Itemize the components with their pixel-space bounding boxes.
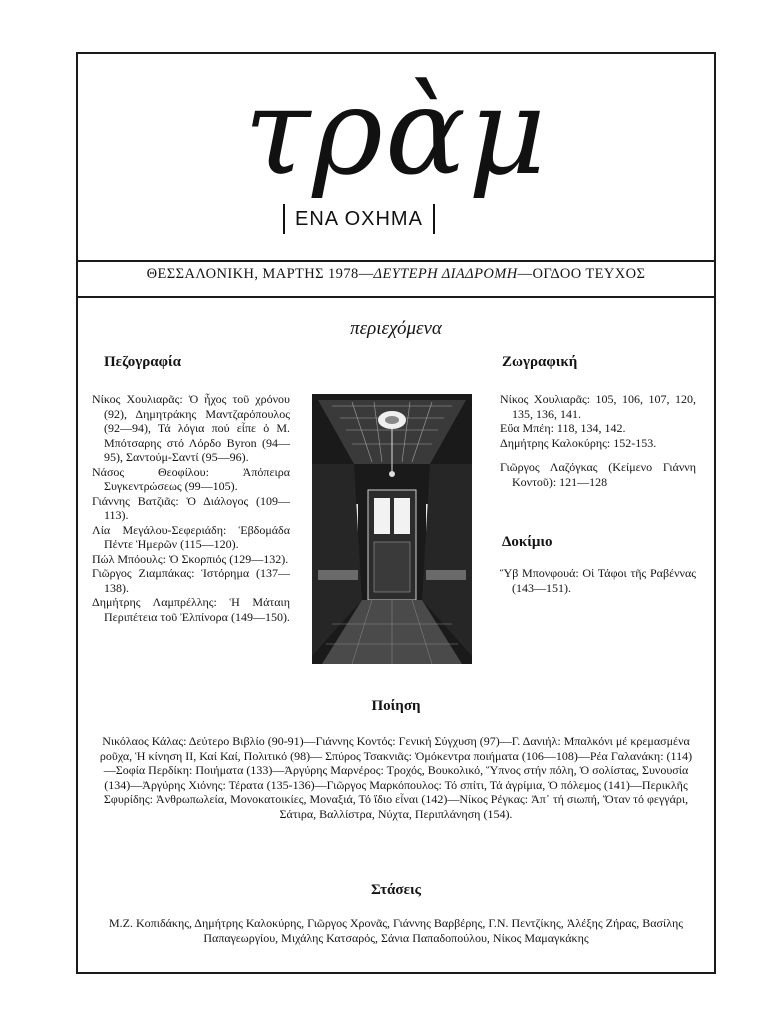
essay-entry: Ὕβ Μπονφουά: Οἱ Τάφοι τῆς Ραβέννας (143—151). [500,566,696,595]
issue-route: ΔΕΥΤΕΡΗ ΔΙΑΔΡΟΜΗ [373,266,518,282]
tram-interior-image [312,394,472,664]
bottom-rule [78,296,714,298]
painting-entry: Δημήτρης Καλοκύρης: 152-153. [500,435,657,450]
essay-heading: Δοκίμιο [502,534,553,550]
top-rule [78,260,714,262]
painting-list [500,392,696,489]
poetry-text: Νικόλαος Κάλας: Δεύτερο Βιβλίο (90-91)—Γιάννης Κοντός: Γενική Σύγχυση (97)—Γ. Δανιήλ: Μπαλκόνι μέ κρεμασμένα ροῦχα, Ἡ κίνηση ΙΙ, Καί Καί, Πολιτικό (98)— Σπύρος Τσακνιᾶς: Ὁμόκεντρα ποιήματα (106—108)—Ρέα Γαλανάκη: (114)—Σοφία Περδίκη: Ποιήματα (133)—Ἀργύρης Μαρνέρος: Τροχός, Βουκολικό, Ὕπνος στήν πόλη, Ὁ σολίστας, Συνουσία (134)—Ἀργύρης Χιόνης: Τέρατα (135-136)—Γιῶργος Μαρκόπουλος: Τό σπίτι, Τά ἀγρίμια, Ὁ πόλεμος (141)—Περικλῆς Σφυρίδης: Ἀνθρωπωλεία, Μονοκατοικίες, Μοναξιά, Τό ἴδιο εἶναι (142)—Νίκος Ρέγκας: Ἀπ᾽ τή σιωπή, Ὅταν τό φεγγάρι, Σάτιρα, Βαλλίστρα, Νύχτα, Περιπλάνηση (154). [99,734,693,821]
magazine-title: τρὰμ [244,63,548,202]
issue-line [78,266,714,283]
painting-entry: Εὔα Μπέη: 118, 134, 142. [500,421,626,435]
poetry-heading: Ποίηση [371,698,421,714]
essay-list [500,566,696,595]
prose-heading: Πεζογραφία [104,354,182,370]
painting-heading: Ζωγραφική [502,354,578,370]
prose-entry: Γιάννης Βατζιᾶς: Ὁ Διάλογος (109—113). [92,493,290,522]
issue-place-date: ΘΕΣΣΑΛΟΝΙΚΗ, ΜΑΡΤΗΣ 1978— [146,266,374,282]
prose-list [92,392,290,624]
prose-entry: Νίκος Χουλιαρᾶς: Ὁ ἦχος τοῦ χρόνου (92), Δημητράκης Μαντζαρόπουλος (92—94), Τά λόγια πού εἶπε ὁ Μ. Μπότσαρης στό Λόρδο Byron (94—95), Σαντούμ-Σαντί (95—96). [92,392,290,464]
magazine-subtitle: ΕΝΑ ΟΧΗΜΑ [283,204,435,234]
contents-heading: περιεχόμενα [350,318,442,339]
prose-entry: Γιῶργος Ζιαμπάκας: Ἱστόρημα (137—138). [92,566,290,595]
prose-entry: Νάσος Θεοφίλου: Ἀπόπειρα Συγκεντρώσεως (99—105). [92,464,290,493]
stations-heading: Στάσεις [371,882,421,898]
issue-number: —ΟΓΔΟΟ ΤΕΥΧΟΣ [517,266,646,282]
painting-entry: Γιῶργος Λαζόγκας (Κείμενο Γιάννη Κοντοῦ): 121—128 [500,460,696,489]
page-frame [76,52,716,974]
stations-text: Μ.Ζ. Κοπιδάκης, Δημήτρης Καλοκύρης, Γιῶργος Χρονᾶς, Γιάννης Βαρβέρης, Γ.Ν. Πεντζίκης, Ἀλέξης Ζήρας, Βασίλης Παπαγεωργίου, Μιχάλης Κατσαρός, Σάνια Παπαδοπούλου, Νίκος Μαμαγκάκης [109,916,683,945]
prose-entry: Δημήτρης Λαμπρέλλης: Ἡ Μάταιη Περιπέτεια τοῦ Ἐλπίνορα (149—150). [92,595,290,624]
prose-entry: Πώλ Μπόουλς: Ὁ Σκορπιός (129—132). [92,551,289,566]
prose-entry: Λία Μεγάλου-Σεφεριάδη: Ἑβδομάδα Πέντε Ἡμερῶν (115—120). [92,522,290,551]
painting-entry: Νίκος Χουλιαρᾶς: 105, 106, 107, 120, 135, 136, 141. [500,392,696,421]
